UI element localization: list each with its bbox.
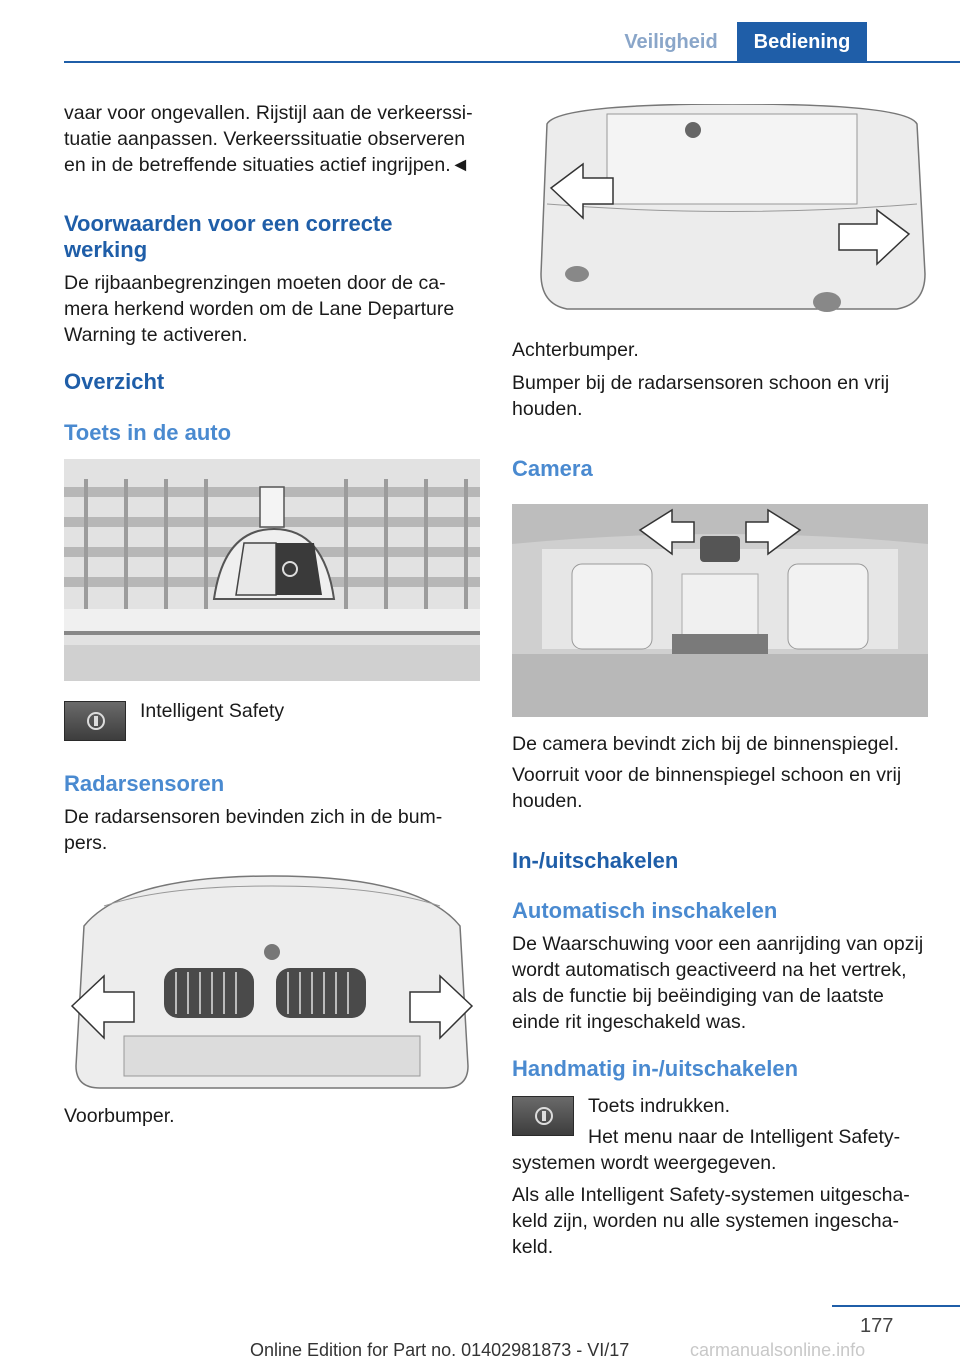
heading-automatisch: Automatisch inschakelen xyxy=(512,898,778,923)
hand-text1-block xyxy=(588,1093,928,1119)
rear-text: Bumper bij de radarsensoren schoon en vrij houden. xyxy=(512,372,890,420)
rear-bumper-illustration xyxy=(537,104,927,322)
heading-toets: Toets in de auto xyxy=(64,420,232,445)
handmatig-text-2: Het menu naar de Intelligent Safety-systemen wordt weergegeven. xyxy=(512,1126,901,1174)
icon-label: Intelligent Safety xyxy=(140,700,285,722)
edition-text: Online Edition for Part no. 01402981873 - VI/17 xyxy=(250,1340,630,1360)
front-bumper-illustration xyxy=(64,866,480,1090)
left-voorwaarden xyxy=(64,211,424,263)
camera-text2-block xyxy=(512,762,932,814)
caption-front: Voorbumper. xyxy=(64,1105,175,1127)
camera-text1-block xyxy=(512,731,932,757)
tab-bediening[interactable]: Bediening xyxy=(737,22,867,62)
automatisch-text: De Waarschuwing voor een aanrijding van opzij wordt automatisch geactiveerd na het vertrek, als de functie bij beëindiging van de laatste einde rit ingeschakeld was. xyxy=(512,933,924,1033)
radar-text: De radarsensoren bevinden zich in de bum-pers. xyxy=(64,806,443,854)
camera-heading-block xyxy=(512,456,932,482)
left-column xyxy=(64,100,484,178)
radar-text-block xyxy=(64,804,484,856)
radar-heading-block xyxy=(64,771,484,797)
hand-text2-block xyxy=(512,1124,932,1176)
heading-radarsensoren: Radarsensoren xyxy=(64,771,225,796)
hand-text3-block xyxy=(512,1182,932,1260)
camera-illustration xyxy=(512,504,928,717)
handmatig-text-1: Toets indrukken. xyxy=(588,1095,730,1117)
intro-text: vaar voor ongevallen. Rijstijl aan de verkeerssi-tuatie aanpassen. Verkeerssituatie observeren en in de betreffende situaties actief ingrijpen.◄ xyxy=(64,102,473,176)
overzicht-block xyxy=(64,369,484,395)
hand-heading-block xyxy=(512,1056,932,1082)
camera-text-2: Voorruit voor de binnenspiegel schoon en vrij houden. xyxy=(512,764,902,812)
voorwaarden-text: De rijbaanbegrenzingen moeten door de ca-mera herkend worden om de Lane Departure Warning te activeren. xyxy=(64,272,455,346)
left-voorwaarden-text xyxy=(64,270,484,348)
tab-veiligheid[interactable]: Veiligheid xyxy=(624,31,718,53)
footer-rule xyxy=(832,1305,960,1307)
auto-heading-block xyxy=(512,898,932,924)
heading-overzicht: Overzicht xyxy=(64,369,165,394)
heading-handmatig: Handmatig in-/uitschakelen xyxy=(512,1056,799,1081)
handmatig-text-3: Als alle Intelligent Safety-systemen uitgescha-keld zijn, worden nu alle systemen ingescha-keld. xyxy=(512,1184,910,1258)
rear-text-block xyxy=(512,370,932,422)
heading-in-uitschakelen: In-/uitschakelen xyxy=(512,848,679,873)
heading-voorwaarden: Voorwaarden voor een correcte werking xyxy=(64,211,393,262)
heading-camera: Camera xyxy=(512,456,593,481)
auto-text-block xyxy=(512,931,930,1035)
inuit-heading-block xyxy=(512,848,932,874)
caption-rear-block xyxy=(512,337,932,363)
intelligent-safety-icon xyxy=(64,701,126,741)
caption-front-block xyxy=(64,1103,484,1129)
caption-rear: Achterbumper. xyxy=(512,339,639,361)
toets-block xyxy=(64,420,484,446)
camera-text-1: De camera bevindt zich bij de binnenspiegel. xyxy=(512,733,899,755)
icon-label-block xyxy=(140,698,560,724)
watermark: carmanualsonline.info xyxy=(690,1340,866,1360)
header-rule xyxy=(64,61,960,63)
grille-illustration xyxy=(64,459,480,681)
page-number: 177 xyxy=(860,1315,894,1337)
